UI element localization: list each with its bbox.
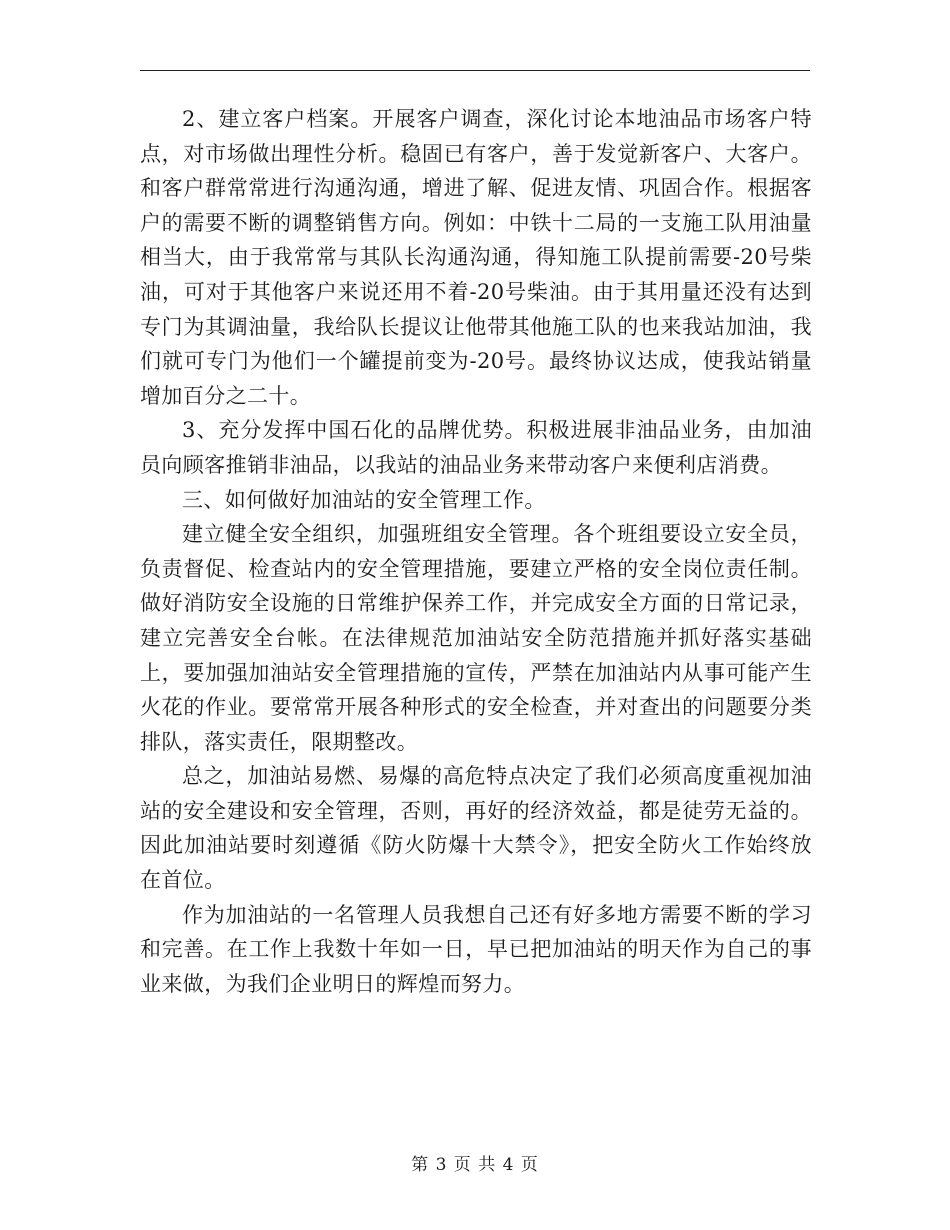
- paragraph-summary: 总之，加油站易燃、易爆的高危特点决定了我们必须高度重视加油站的安全建设和安全管理，否则，再好的经济效益，都是徒劳无益的。因此加油站要时刻遵循《防火防爆十大禁令》，把安全防火工作始终放在首位。: [140, 764, 812, 893]
- paragraph-customer-records: 2、建立客户档案。开展客户调查，深化讨论本地油品市场客户特点，对市场做出理性分析。稳固已有客户，善于发觉新客户、大客户。和客户群常常进行沟通沟通，增进了解、促进友情、巩固合作。根据客户的需要不断的调整销售方向。例如：中铁十二局的一支施工队用油量相当大，由于我常常与其队长沟通沟通，得知施工队提前需要-20号柴油，可对于其他客户来说还用不着-20号柴油。由于其用量还没有达到专门为其调油量，我给队长提议让他带其他施工队的也来我站加油，我们就可专门为他们一个罐提前变为-20号。最终协议达成，使我站销量增加百分之二十。: [140, 107, 812, 408]
- header-rule: [140, 70, 810, 71]
- page-number: 第 3 页 共 4 页: [411, 1155, 539, 1175]
- paragraph-closing: 作为加油站的一名管理人员我想自己还有好多地方需要不断的学习和完善。在工作上我数十年如一日，早已把加油站的明天作为自己的事业来做，为我们企业明日的辉煌而努力。: [140, 902, 812, 996]
- paragraph-safety-organization: 建立健全安全组织，加强班组安全管理。各个班组要设立安全员，负责督促、检查站内的安全管理措施，要建立严格的安全岗位责任制。做好消防安全设施的日常维护保养工作，并完成安全方面的日常记录，建立完善安全台帐。在法律规范加油站安全防范措施并抓好落实基础上，要加强加油站安全管理措施的宣传，严禁在加油站内从事可能产生火花的作业。要常常开展各种形式的安全检查，并对查出的问题要分类排队，落实责任，限期整改。: [140, 522, 812, 754]
- paragraph-brand-advantage: 3、充分发挥中国石化的品牌优势。积极进展非油品业务，由加油员向顾客推销非油品，以我站的油品业务来带动客户来便利店消费。: [140, 418, 812, 477]
- section-heading-safety: 三、如何做好加油站的安全管理工作。: [182, 487, 546, 512]
- document-body: [140, 102, 812, 1001]
